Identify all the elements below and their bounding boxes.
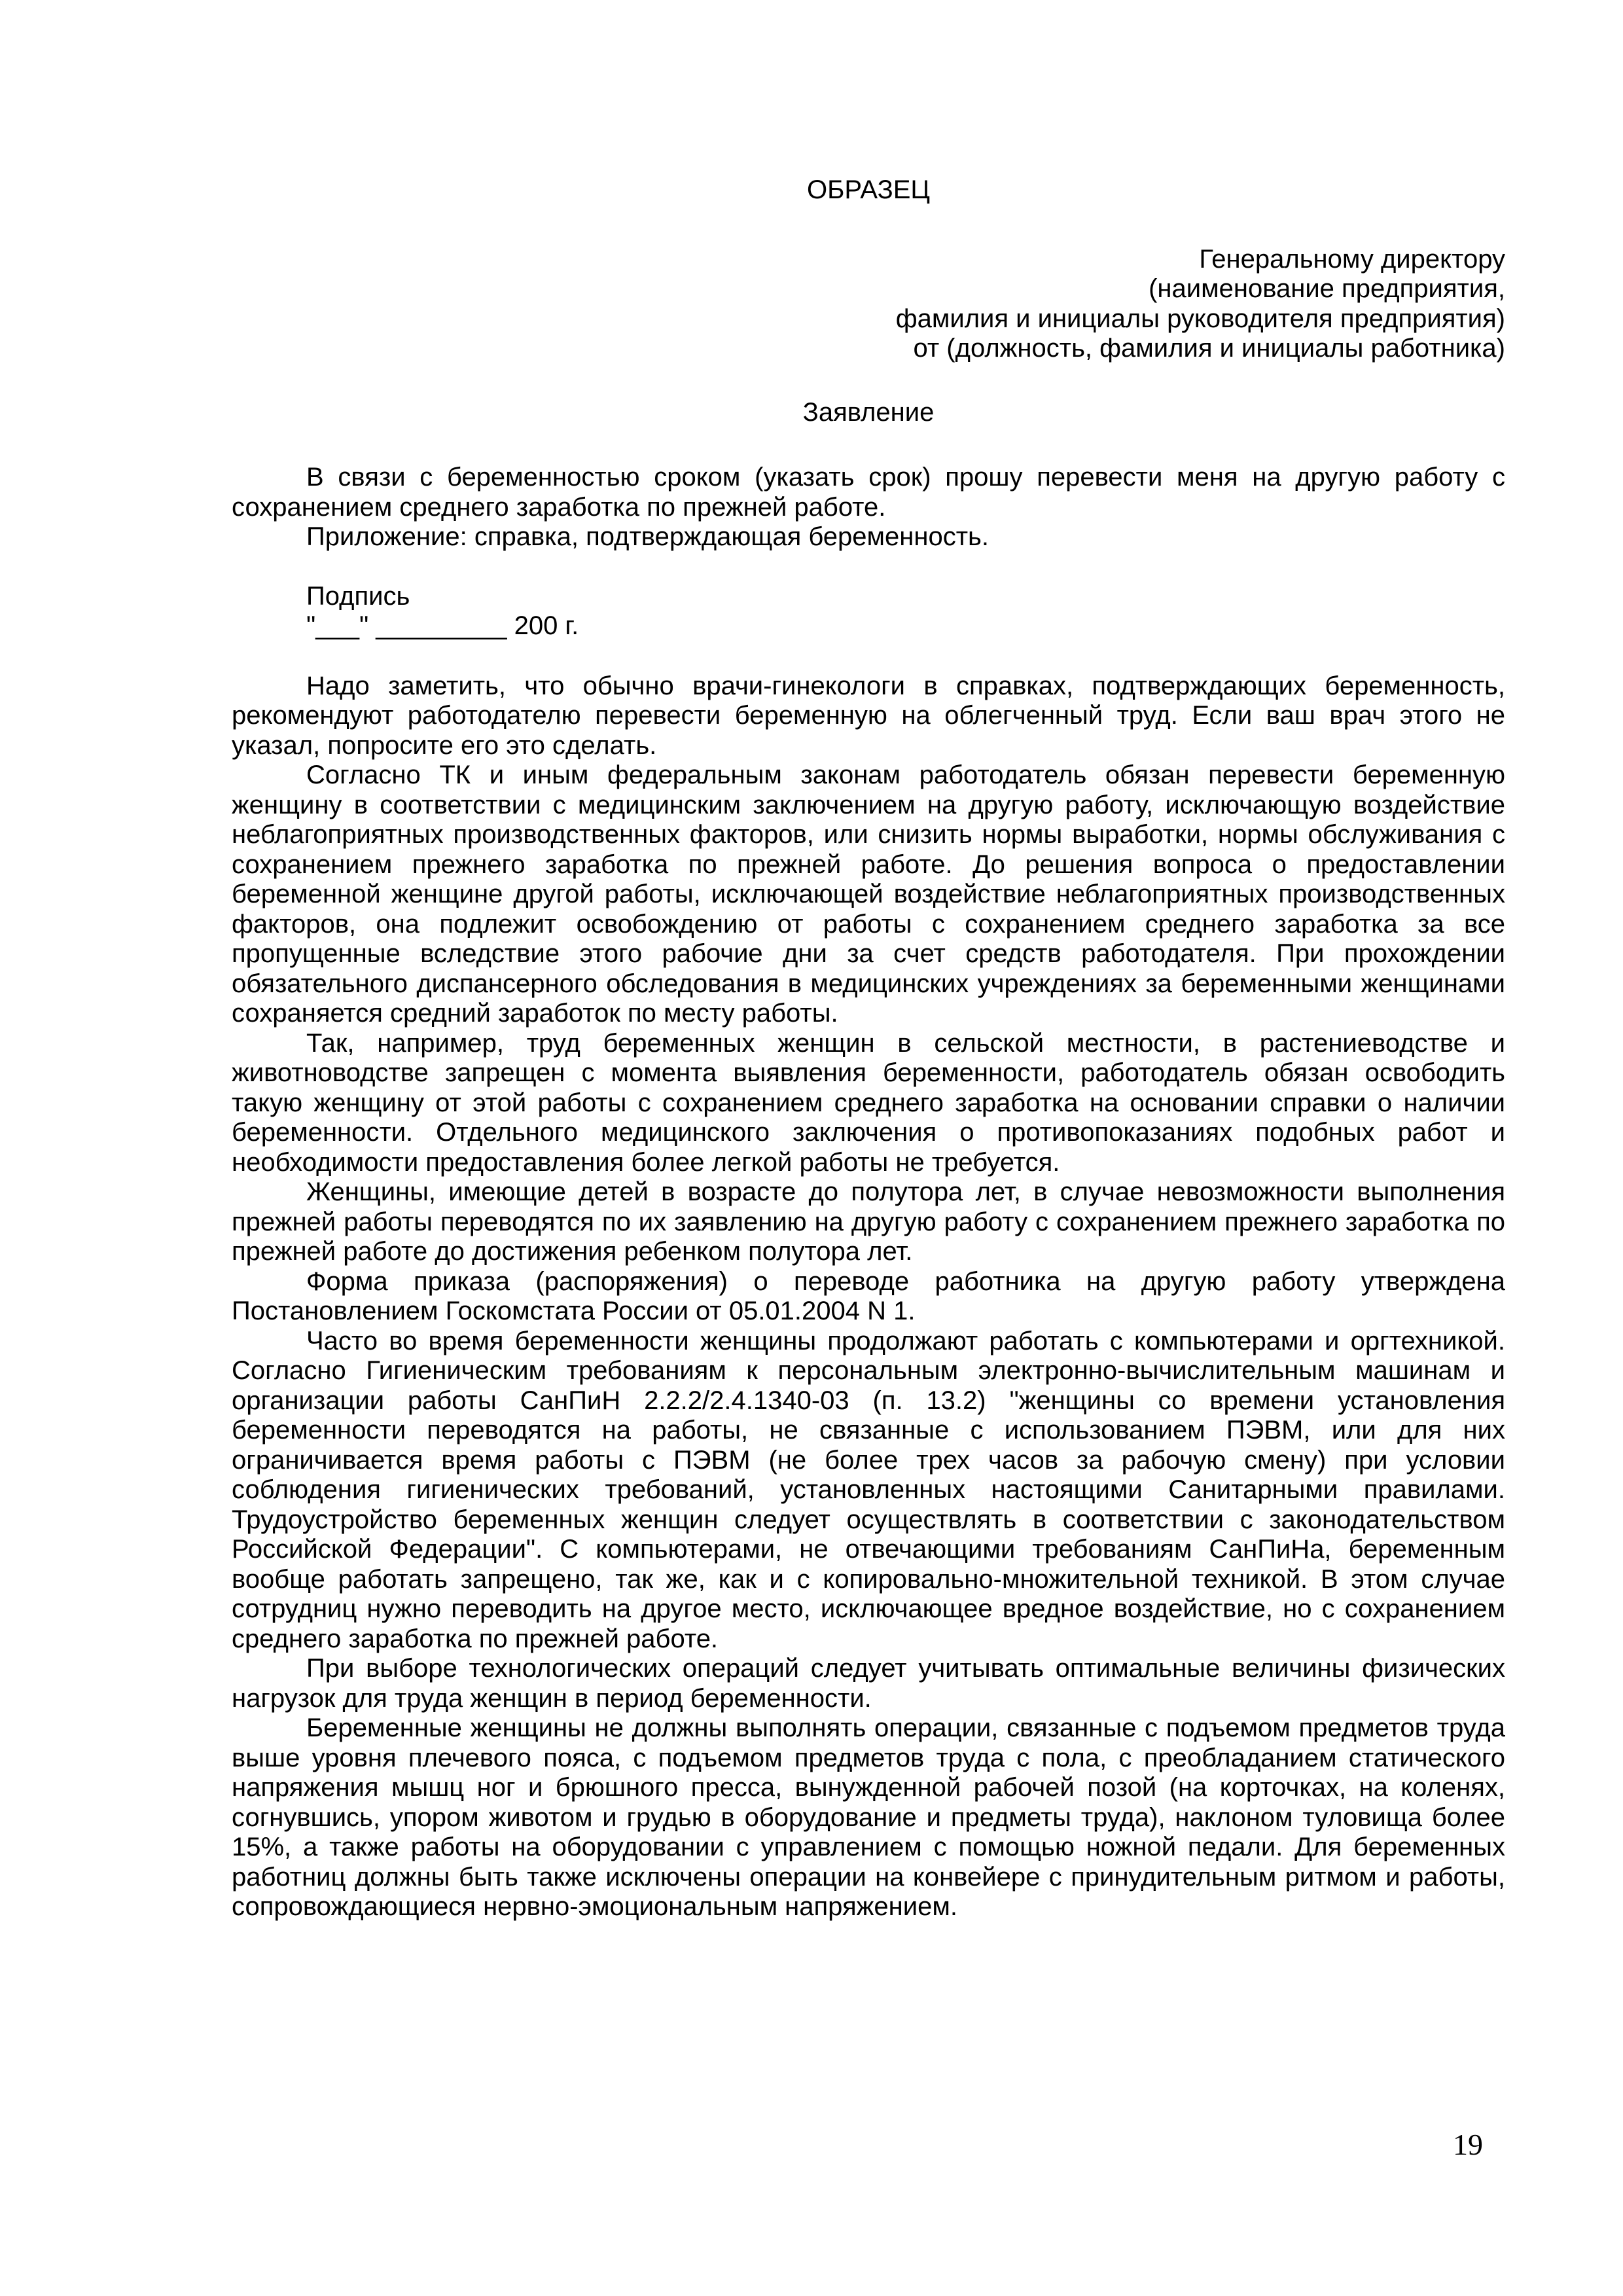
attachment-line: Приложение: справка, подтверждающая беременность. (306, 522, 989, 551)
signature-block (232, 582, 1505, 641)
page-number: 19 (1453, 2128, 1483, 2161)
addressee-line: от (должность, фамилия и инициалы работника) (913, 334, 1505, 363)
addressee-block (232, 245, 1505, 364)
body-paragraph: Часто во время беременности женщины продолжают работать с компьютерами и оргтехникой. Согласно Гигиеническим требованиям к персональным электронно-вычислительным машинам и организации работы СанПиН 2.2.2/2.4.1340-03 (п. 13.2) "женщины со времени установления беременности переводятся на работы, не связанные с использованием ПЭВМ, или для них ограничивается время работы с ПЭВМ (не более трех часов за рабочую смену) при условии соблюдения гигиенических требований, установленных настоящими Санитарными правилами. Трудоустройство беременных женщин следует осуществлять в соответствии с законодательством Российской Федерации". С компьютерами, не отвечающими требованиям СанПиНа, беременным вообще работать запрещено, так же, как и с копировально-множительной техникой. В этом случае сотрудниц нужно переводить на другое место, исключающее вредное воздействие, но с сохранением среднего заработка по прежней работе. (232, 1326, 1505, 1653)
body-paragraph: Беременные женщины не должны выполнять операции, связанные с подъемом предметов труда выше уровня плечевого пояса, с подъемом предметов труда с пола, с преобладанием статического напряжения мышц ног и брюшного пресса, вынужденной рабочей позой (на корточках, на коленях, согнувшись, упором животом и грудью в оборудование и предметы труда), наклоном туловища более 15%, а также работы на оборудовании с управлением с помощью ножной педали. Для беременных работниц должны быть также исключены операции на конвейере с принудительным ритмом и работы, сопровождающиеся нервно-эмоциональным напряжением. (232, 1713, 1505, 1921)
body-paragraph: Согласно ТК и иным федеральным законам работодатель обязан перевести беременную женщину в соответствии с медицинским заключением на другую работу, исключающую воздействие неблагоприятных производственных факторов, или снизить нормы выработки, нормы обслуживания с сохранением прежнего заработка по прежней работе. До решения вопроса о предоставлении беременной женщине другой работы, исключающей воздействие неблагоприятных производственных факторов, она подлежит освобождению от работы с сохранением среднего заработка за все пропущенные вследствие этого рабочие дни за счет средств работодателя. При прохождении обязательного диспансерного обследования в медицинских учреждениях за беременными женщинами сохраняется средний заработок по месту работы. (232, 761, 1505, 1028)
application-paragraph: В связи с беременностью сроком (указать срок) прошу перевести меня на другую работу с сохранением среднего заработка по прежней работе. (232, 463, 1505, 522)
document-title: Заявление (802, 397, 935, 427)
sample-title: ОБРАЗЕЦ (806, 175, 931, 204)
addressee-line: Генеральному директору (1199, 244, 1505, 274)
body-paragraph: Женщины, имеющие детей в возрасте до полутора лет, в случае невозможности выполнения прежней работы переводятся по их заявлению на другую работу с сохранением прежнего заработка по прежней работе до достижения ребенком полутора лет. (232, 1177, 1505, 1266)
body-paragraph: Так, например, труд беременных женщин в сельской местности, в растениеводстве и животноводстве запрещен с момента выявления беременности, работодатель обязан освободить такую женщину от этой работы с сохранением среднего заработка на основании справки о наличии беременности. Отдельного медицинского заключения о противопоказаниях подобных работ и необходимости предоставления более легкой работы не требуется. (232, 1028, 1505, 1177)
commentary-text (232, 672, 1505, 1922)
application-body (232, 463, 1505, 552)
signature-label: Подпись (306, 581, 410, 611)
addressee-line: фамилия и инициалы руководителя предприятия) (895, 304, 1505, 333)
date-line: "___" _________ 200 г. (306, 611, 579, 640)
document-page (232, 175, 1505, 1922)
body-paragraph: При выборе технологических операций следует учитывать оптимальные величины физических нагрузок для труда женщин в период беременности. (232, 1654, 1505, 1713)
body-paragraph: Надо заметить, что обычно врачи-гинекологи в справках, подтверждающих беременность, рекомендуют работодателю перевести беременную на облегченный труд. Если ваш врач этого не указал, попросите его это сделать. (232, 671, 1505, 760)
body-paragraph: Форма приказа (распоряжения) о переводе работника на другую работу утверждена Постановлением Госкомстата России от 05.01.2004 N 1. (232, 1266, 1505, 1325)
addressee-line: (наименование предприятия, (1149, 274, 1505, 303)
